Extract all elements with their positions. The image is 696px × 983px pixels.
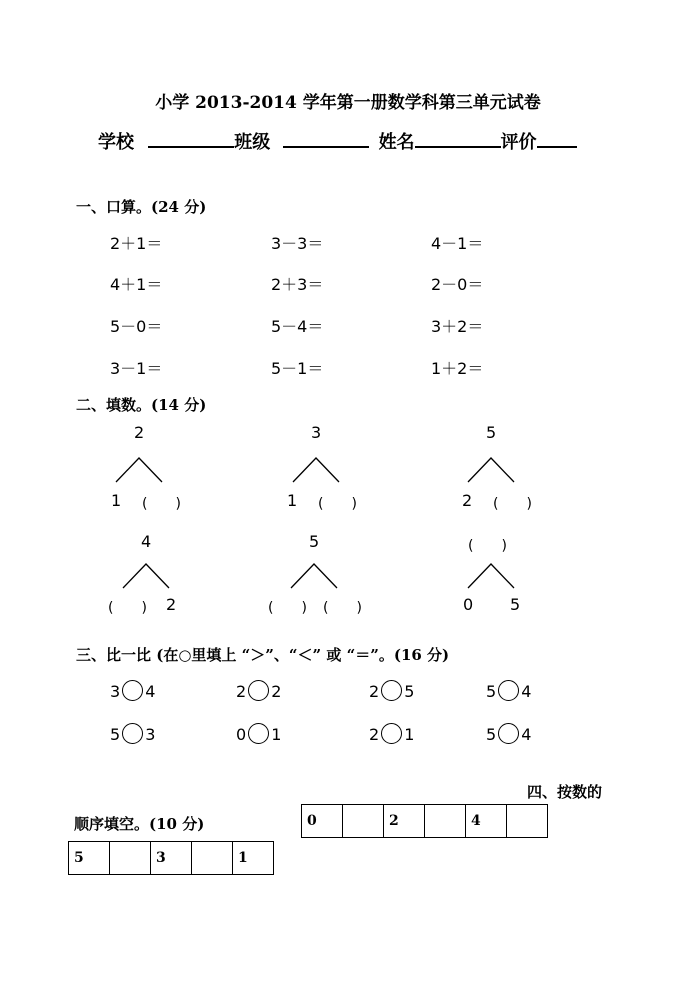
tree-left: 1: [111, 491, 122, 510]
tree-left: 0: [463, 595, 474, 614]
sequence-cell: 2: [384, 805, 425, 838]
compare-right: 2: [271, 682, 282, 701]
class-blank[interactable]: [283, 130, 369, 148]
section3-heading: 三、比一比 (在○里填上 “＞”、“＜” 或 “＝”。(16 分): [76, 646, 450, 664]
name-label: 姓名: [378, 132, 415, 153]
tree-right-blank[interactable]: ( ): [493, 496, 532, 512]
compare-circle[interactable]: [122, 680, 143, 701]
sequence-cell: 3: [151, 842, 192, 875]
compare-left: 5: [110, 725, 121, 744]
compare-left: 0: [236, 725, 247, 744]
compare-right: 4: [521, 682, 532, 701]
problem: 5－4＝: [271, 317, 324, 336]
tree-right-blank[interactable]: ( ): [142, 496, 181, 512]
sequence-cell-blank[interactable]: [425, 805, 466, 838]
compare-circle[interactable]: [381, 723, 402, 744]
sequence-row-a: [301, 804, 548, 838]
section4-heading-part2: 顺序填空。(10 分): [74, 815, 205, 833]
compare-right: 5: [404, 682, 415, 701]
branch-lines: [466, 562, 518, 590]
compare-item: [369, 682, 414, 703]
name-blank[interactable]: [415, 130, 501, 148]
compare-circle[interactable]: [381, 680, 402, 701]
tree-top-blank[interactable]: ( ): [468, 538, 507, 554]
compare-right: 4: [145, 682, 156, 701]
compare-left: 2: [236, 682, 247, 701]
sequence-cell-blank[interactable]: [507, 805, 548, 838]
tree-top: 2: [134, 423, 145, 442]
tree-left-blank[interactable]: ( ): [108, 600, 147, 616]
branch-lines: [289, 562, 341, 590]
tree-right-blank[interactable]: ( ): [318, 496, 357, 512]
problem: 2＋1＝: [110, 234, 163, 253]
compare-circle[interactable]: [122, 723, 143, 744]
branch-lines: [466, 456, 518, 484]
compare-item: [110, 725, 155, 746]
tree-right: 2: [166, 595, 177, 614]
compare-left: 5: [486, 725, 497, 744]
school-label: 学校: [98, 132, 134, 153]
compare-circle[interactable]: [248, 680, 269, 701]
tree-right-blank[interactable]: ( ): [323, 600, 362, 616]
tree-left: 1: [287, 491, 298, 510]
compare-item: [369, 725, 414, 746]
problem: 3＋2＝: [431, 317, 484, 336]
tree-left-blank[interactable]: ( ): [268, 600, 307, 616]
page-title: 小学 2013-2014 学年第一册数学科第三单元试卷: [155, 93, 541, 113]
tree-right: 5: [510, 595, 521, 614]
problem: 2－0＝: [431, 275, 484, 294]
branch-lines: [121, 562, 173, 590]
tree-left: 2: [462, 491, 473, 510]
problem: 4－1＝: [431, 234, 484, 253]
class-label: 班级: [234, 132, 271, 153]
problem: 5－1＝: [271, 359, 324, 378]
problem: 3－3＝: [271, 234, 324, 253]
compare-circle[interactable]: [498, 680, 519, 701]
compare-circle[interactable]: [498, 723, 519, 744]
section4-heading-part1: 四、按数的: [527, 783, 603, 801]
sequence-cell: 5: [69, 842, 110, 875]
compare-right: 4: [521, 725, 532, 744]
sequence-cell-blank[interactable]: [343, 805, 384, 838]
sequence-cell-blank[interactable]: [192, 842, 233, 875]
sequence-cell-blank[interactable]: [110, 842, 151, 875]
tree-top: 5: [486, 423, 497, 442]
compare-item: [236, 682, 281, 703]
compare-right: 1: [404, 725, 415, 744]
compare-left: 2: [369, 682, 380, 701]
grade-blank[interactable]: [537, 130, 577, 148]
branch-lines: [114, 456, 166, 484]
branch-lines: [291, 456, 343, 484]
compare-item: [110, 682, 155, 703]
problem: 1＋2＝: [431, 359, 484, 378]
compare-circle[interactable]: [248, 723, 269, 744]
sequence-cell: 4: [466, 805, 507, 838]
section2-heading: 二、填数。(14 分): [76, 396, 207, 414]
info-line: [98, 128, 577, 154]
sequence-cell: 0: [302, 805, 343, 838]
problem: 3－1＝: [110, 359, 163, 378]
sequence-cell: 1: [233, 842, 274, 875]
school-blank[interactable]: [148, 130, 234, 148]
tree-top: 3: [311, 423, 322, 442]
compare-item: [486, 682, 531, 703]
section1-heading: 一、口算。(24 分): [76, 198, 207, 216]
compare-item: [236, 725, 281, 746]
problem: 4＋1＝: [110, 275, 163, 294]
tree-top: 4: [141, 532, 152, 551]
compare-left: 2: [369, 725, 380, 744]
compare-left: 3: [110, 682, 121, 701]
sequence-row-b: [68, 841, 274, 875]
tree-top: 5: [309, 532, 320, 551]
grade-label: 评价: [500, 132, 537, 153]
problem: 5－0＝: [110, 317, 163, 336]
compare-item: [486, 725, 531, 746]
compare-right: 1: [271, 725, 282, 744]
problem: 2＋3＝: [271, 275, 324, 294]
compare-right: 3: [145, 725, 156, 744]
compare-left: 5: [486, 682, 497, 701]
